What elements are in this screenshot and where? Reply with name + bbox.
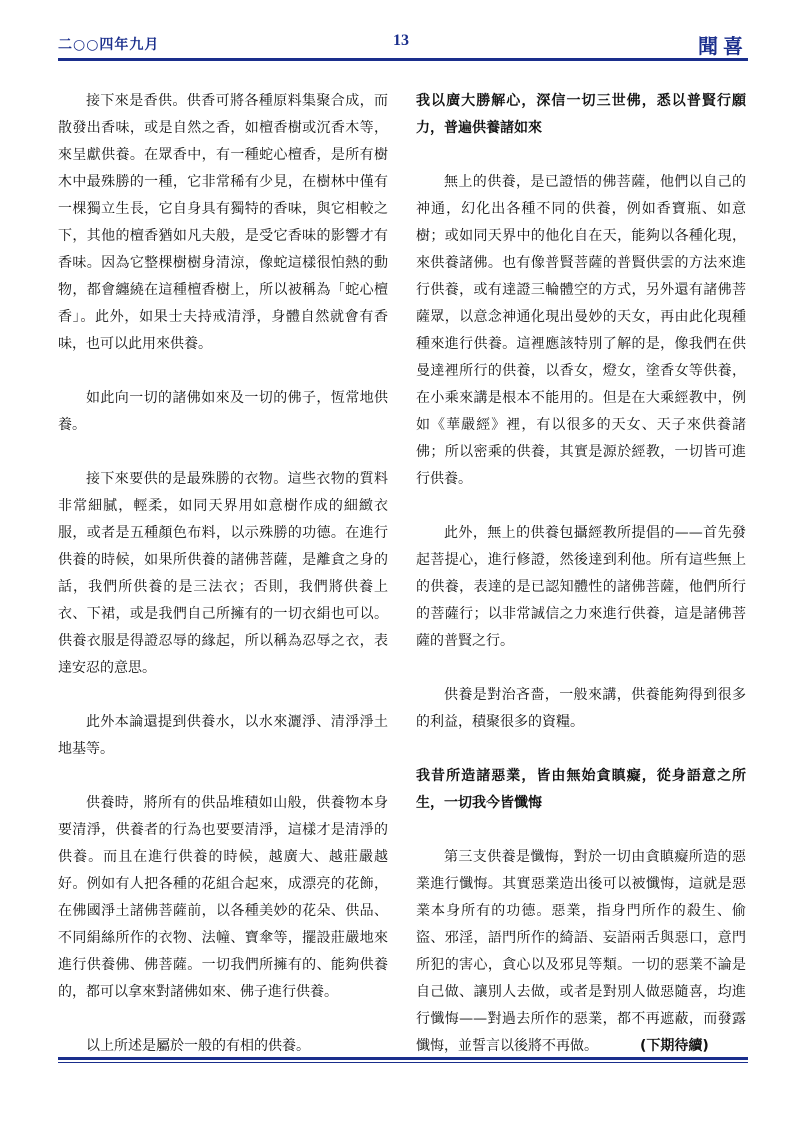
paragraph-summary: 以上所述是屬於一般的有相的供養。: [86, 1038, 310, 1054]
paragraph-incense: 接下來是香供。供香可將各種原料集聚合成，而散發出香味，或是自然之香，如檀香樹或沉香木等，來呈獻供養。在眾香中，有一種蛇心檀香，是所有樹木中最殊勝的一種，它非常稀有少見，在樹林中僅有一棵獨立生長，它自身具有獨特的香味，與它相較之下，其他的檀香猶如凡夫般，是受它香味的影響才有香味。因為它整棵樹樹身清涼，像蛇這樣很怕熱的動物，都會纏繞在這種檀香樹上，所以被稱為「蛇心檀香」。此外，如果士夫持戒清淨，身體自然就會有香味，也可以此用來供養。: [58, 93, 388, 352]
paragraph-stinginess: 供養是對治吝嗇，一般來講，供養能夠得到很多的利益，積聚很多的資糧。: [416, 687, 746, 730]
issue-date: 二○○四年九月: [58, 37, 160, 53]
verse-heading-2: 我昔所造諸惡業，皆由無始貪瞋癡，從身語意之所生，一切我今皆懺悔: [416, 768, 746, 811]
paragraph-repentance: [416, 844, 746, 1060]
footer-rule-thick: [58, 1057, 748, 1060]
left-column: [58, 88, 388, 1060]
footer-rule-thin: [58, 1062, 748, 1063]
publication-title: 聞喜: [698, 34, 748, 58]
verse-heading-1: 我以廣大勝解心，深信一切三世佛，悉以普賢行願力，普遍供養諸如來: [416, 93, 746, 136]
page-number: 13: [393, 32, 409, 49]
paragraph-supreme-offering: 無上的供養，是已證悟的佛菩薩，他們以自己的神通，幻化出各種不同的供養，例如香寶瓶、如意樹；或如同天界中的他化自在天，能夠以各種化現，來供養諸佛。也有像普賢菩薩的普賢供雲的方法來進行供養，或有達證三輪體空的方式，另外還有諸佛菩薩眾，以意念神通化現出曼妙的天女，再由此化現種種來進行供養。這裡應該特別了解的是，像我們在供曼達裡所行的供養，以香女，燈女，塗香女等供養，在小乘來講是根本不能用的。但是在大乘經教中，例如《華嚴經》裡，有以很多的天女、天子來供養諸佛；所以密乘的供養，其實是源於經教，一切皆可進行供養。: [416, 174, 746, 487]
header-rule: [58, 58, 748, 61]
page-header: [58, 30, 748, 58]
paragraph-offering-buddhas: 如此向一切的諸佛如來及一切的佛子，恆常地供養。: [58, 390, 388, 433]
paragraph-water: 此外本論還提到供養水，以水來灑淨、清淨淨土地基等。: [58, 714, 388, 757]
paragraph-bodhicitta: 此外，無上的供養包攝經教所提倡的——首先發起菩提心，進行修證，然後達到利他。所有這些無上的供養，表達的是已認知體性的諸佛菩薩，他們所行的菩薩行；以非常誠信之力來進行供養，這是諸佛菩薩的普賢之行。: [416, 525, 746, 649]
repentance-text: 第三支供養是懺悔，對於一切由貪瞋癡所造的惡業進行懺悔。其實惡業造出後可以被懺悔，這就是惡業本身所有的功德。惡業，指身門所作的殺生、偷盜、邪淫，語門所作的綺語、妄語兩舌與惡口，意門所犯的害心，貪心以及邪見等類。一切的惡業不論是自己做、讓別人去做，或者是對別人做惡隨喜，均進行懺悔——對過去所作的惡業，都不再遮蔽，而發露懺悔，並誓言以後將不再做。: [416, 849, 746, 1054]
paragraph-clothing: 接下來要供的是最殊勝的衣物。這些衣物的質料非常細膩，輕柔，如同天界用如意樹作成的細緻衣服，或者是五種顏色布料，以示殊勝的功德。在進行供養的時候，如果所供養的諸佛菩薩，是離貪之身的話，我們所供養的是三法衣；否則，我們將供養上衣、下裙，或是我們自己所擁有的一切衣絹也可以。供養衣服是得證忍辱的緣起，所以稱為忍辱之衣，表達安忍的意思。: [58, 471, 388, 676]
paragraph-pure-offering: 供養時，將所有的供品堆積如山般，供養物本身要清淨，供養者的行為也要要清淨，這樣才是清淨的供養。而且在進行供養的時候，越廣大、越莊嚴越好。例如有人把各種的花組合起來，成漂亮的花飾，在佛國淨土諸佛菩薩前，以各種美妙的花朵、供品、不同絹絲所作的衣物、法幢、寶傘等，擺設莊嚴地來進行供養佛、佛菩薩。一切我們所擁有的、能夠供養的，都可以拿來對諸佛如來、佛子進行供養。: [58, 795, 388, 1000]
right-column: [416, 88, 746, 1060]
to-be-continued: (下期待續): [640, 1038, 709, 1054]
